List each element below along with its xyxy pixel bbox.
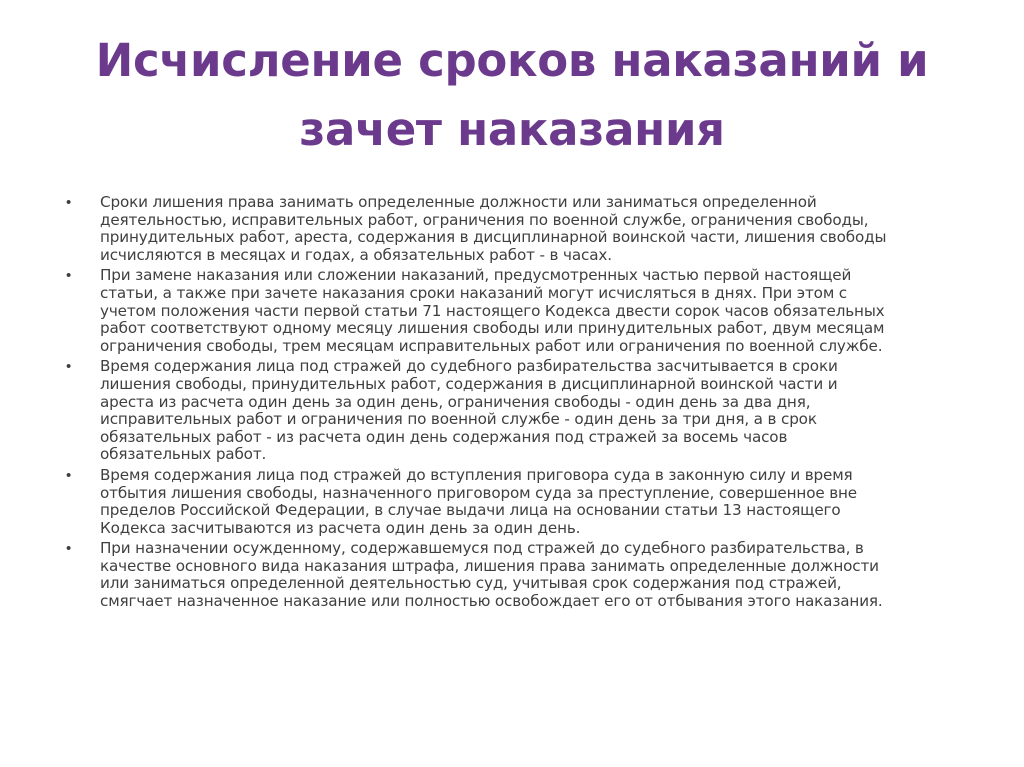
bullet-text-line: исправительных работ и ограничения по военной службе - один день за три дня, а в срок — [100, 410, 817, 429]
bullet-text — [100, 358, 960, 464]
bullet-text-line: ограничения свободы, трем месяцам исправительных работ или ограничения по военной службе. — [100, 336, 883, 355]
bullet-text-line: принудительных работ, ареста, содержания в дисциплинарной воинской части, лишения свободы — [100, 228, 887, 247]
bullet-point-icon: • — [66, 540, 72, 558]
bullet-text-line: Сроки лишения права занимать определенные должности или заниматься определенной — [100, 193, 817, 211]
bullet-point-icon: • — [66, 194, 72, 211]
bullet-text-line: исчисляются в месяцах и годах, а обязательных работ - в часах. — [100, 245, 612, 264]
bullet-point-icon: • — [66, 466, 72, 484]
slide-title-line: Исчисление сроков наказаний и — [95, 34, 929, 87]
bullet-text-line: ареста из расчета один день за один день, ограничения свободы - один день за два дня, — [100, 392, 811, 411]
bullet-list — [60, 194, 960, 614]
bullet-point-icon: • — [66, 267, 72, 285]
bullet-text-line: Кодекса засчитываются из расчета один день за один день. — [100, 518, 581, 537]
bullet-text-line: пределов Российской Федерации, в случае выдачи лица на основании статьи 13 настоящего — [100, 501, 841, 520]
bullet-text — [100, 467, 960, 537]
bullet-text-line: лишения свободы, принудительных работ, содержания в дисциплинарной воинской части и — [100, 374, 838, 393]
bullet-text-line: отбытия лишения свободы, назначенного приговором суда за преступление, совершенное вне — [100, 483, 857, 502]
bullet-text-line: качестве основного вида наказания штрафа, лишения права занимать определенные должности — [100, 556, 879, 575]
bullet-text-line: статьи, а также при зачете наказания сроки наказаний могут исчисляться в днях. При этом с — [100, 283, 848, 302]
bullet-item — [60, 540, 960, 610]
bullet-text-line: Время содержания лица под стражей до вступления приговора суда в законную силу и время — [100, 465, 853, 484]
bullet-text-line: работ соответствуют одному месяцу лишения свободы или принудительных работ, двум месяцам — [100, 319, 885, 338]
bullet-text-line: обязательных работ. — [100, 445, 267, 464]
bullet-text-line: или заниматься определенной деятельностью суд, учитывая срок содержания под стражей, — [100, 574, 842, 593]
bullet-text — [100, 540, 960, 610]
bullet-item — [60, 267, 960, 355]
bullet-item — [60, 194, 960, 264]
bullet-item — [60, 358, 960, 464]
bullet-point-icon: • — [66, 358, 72, 376]
bullet-text-line: При назначении осужденному, содержавшемуся под стражей до судебного разбирательства, в — [100, 539, 864, 558]
bullet-item — [60, 467, 960, 537]
slide-title-line: зачет наказания — [299, 103, 725, 156]
slide-title — [60, 26, 964, 164]
bullet-text-line: Время содержания лица под стражей до судебного разбирательства засчитывается в сроки — [100, 357, 838, 376]
bullet-text-line: деятельностью, исправительных работ, ограничения по военной службе, ограничения свободы, — [100, 210, 869, 229]
bullet-text-line: смягчает назначенное наказание или полностью освобождает его от отбывания этого наказания. — [100, 592, 883, 611]
bullet-text — [100, 194, 960, 264]
bullet-text-line: При замене наказания или сложении наказаний, предусмотренных частью первой настоящей — [100, 266, 852, 285]
bullet-text — [100, 267, 960, 355]
bullet-text-line: обязательных работ - из расчета один день содержания под стражей за восемь часов — [100, 427, 788, 446]
bullet-text-line: учетом положения части первой статьи 71 настоящего Кодекса двести сорок часов обязательных — [100, 301, 885, 320]
